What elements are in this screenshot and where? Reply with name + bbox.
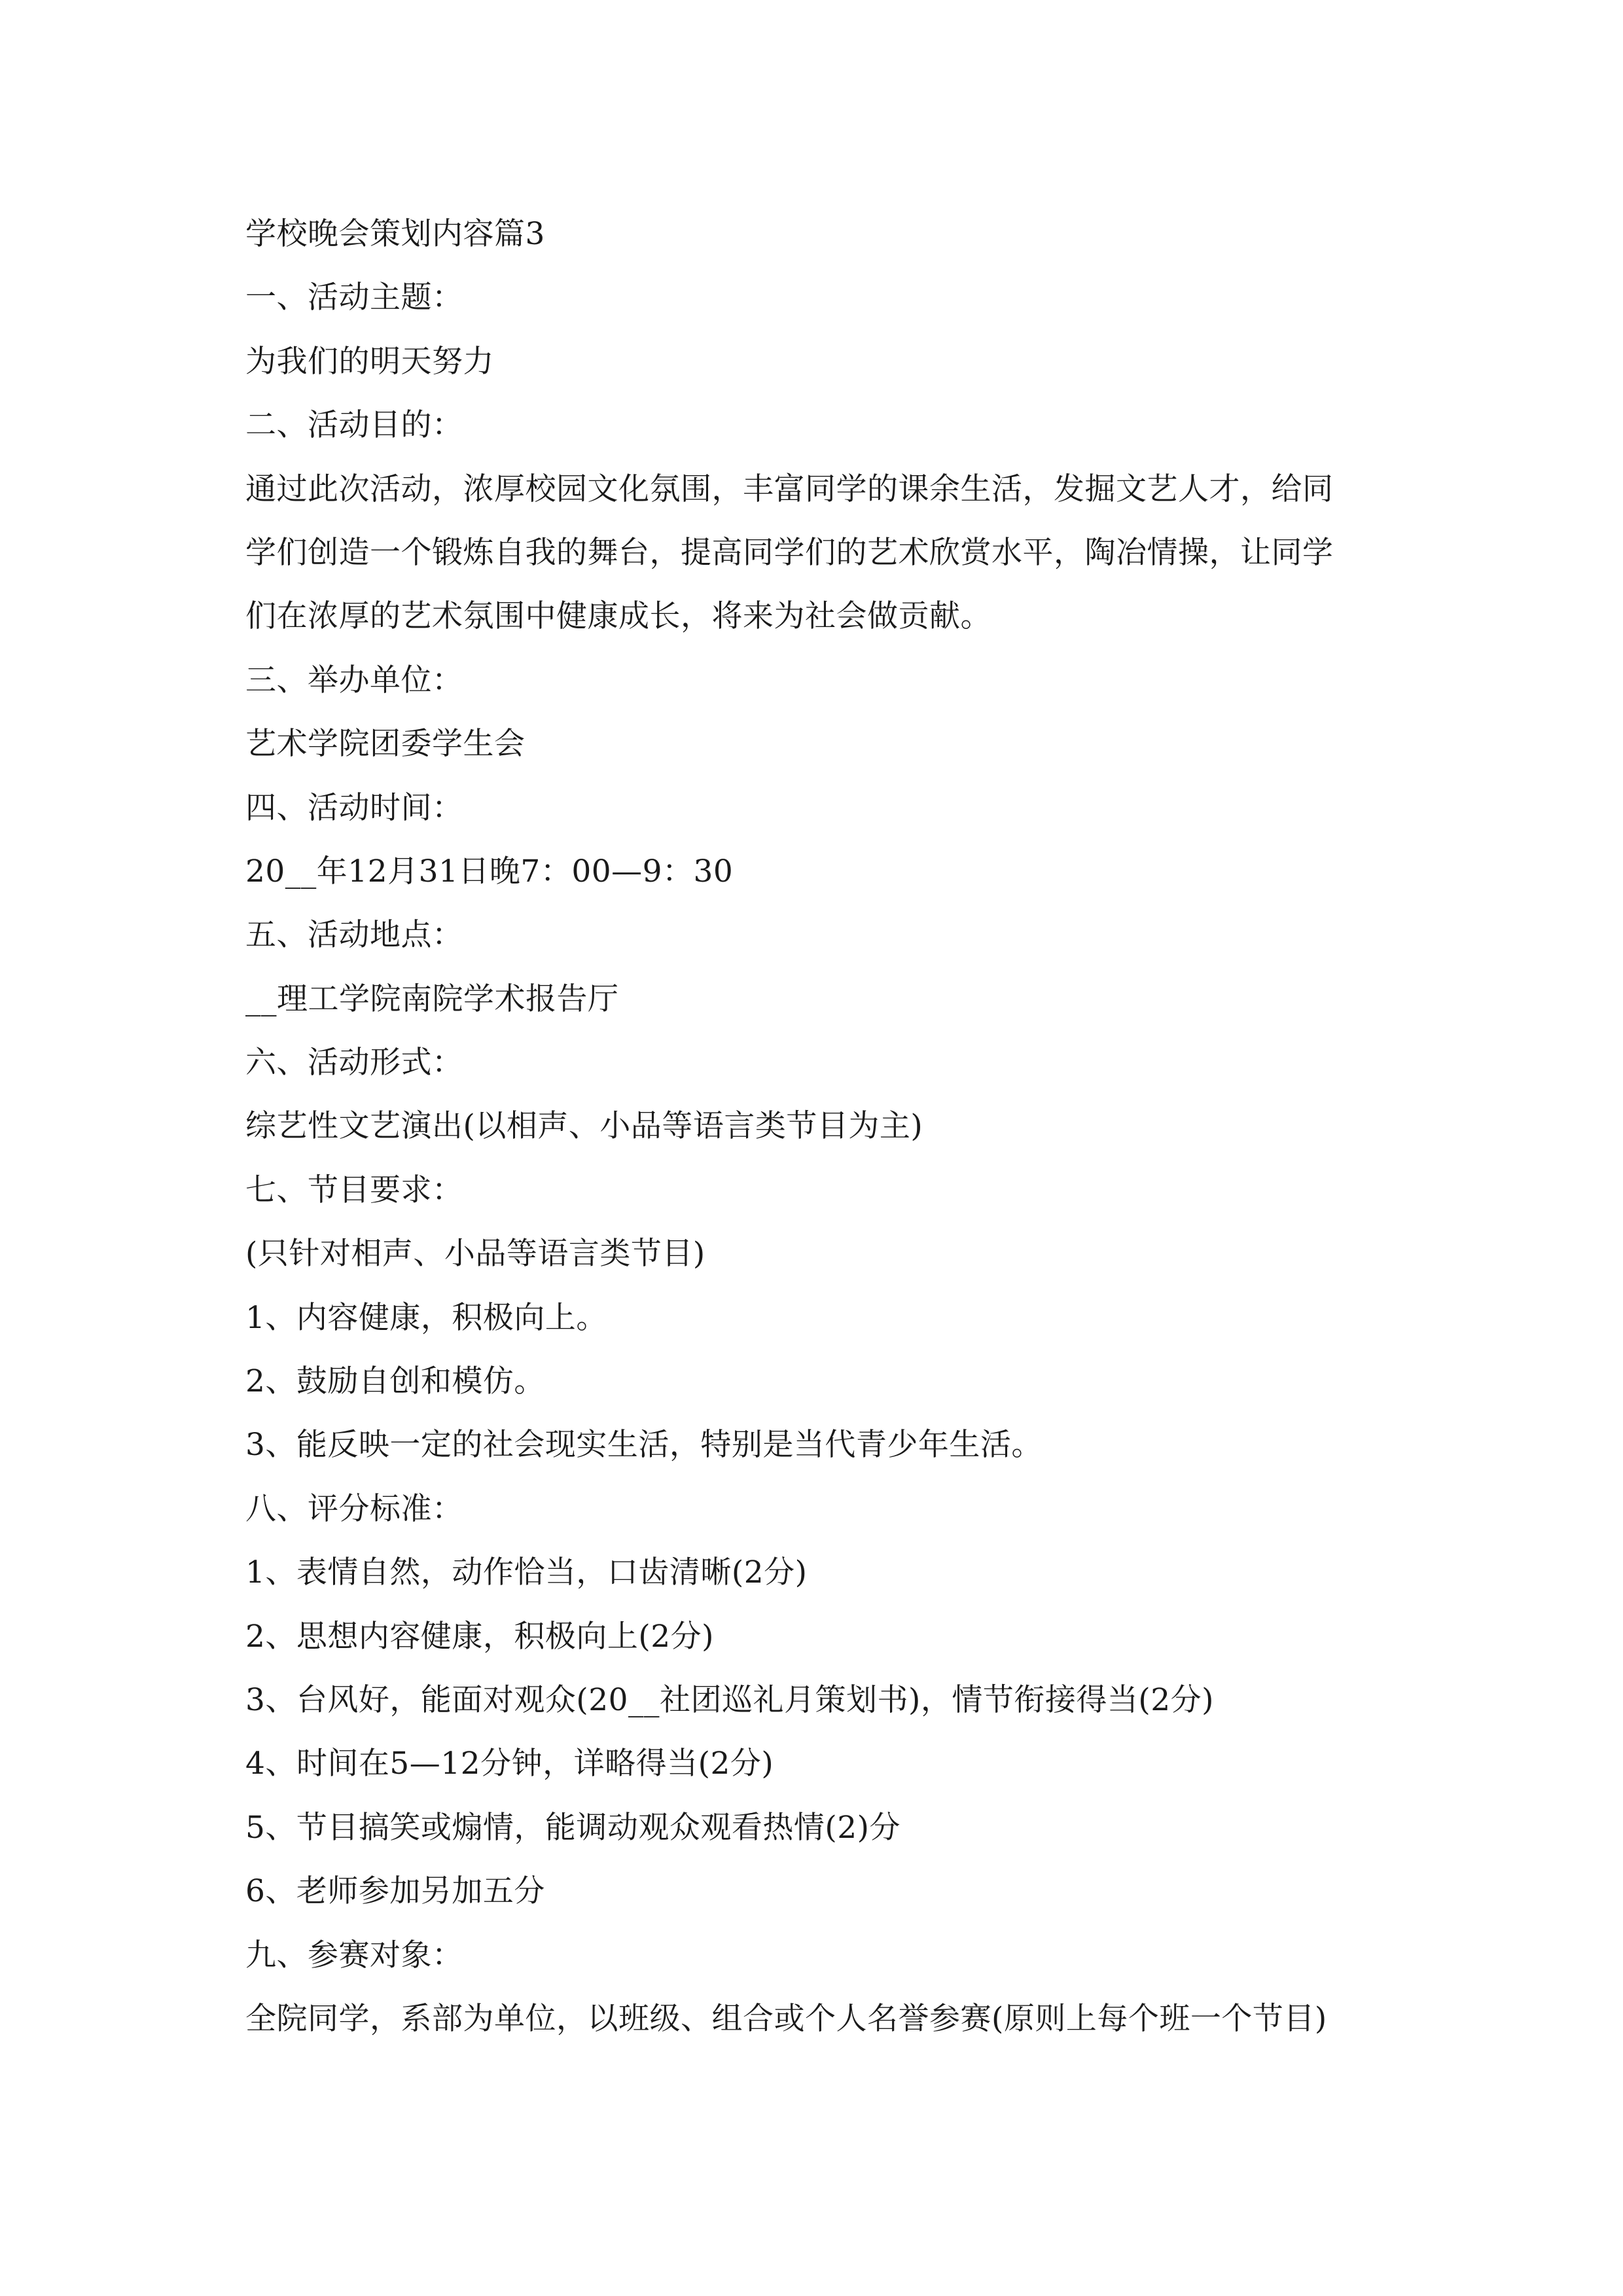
list-item-scoring-4: 4、时间在5—12分钟，详略得当(2分) [245,1746,774,1782]
section-heading-theme: 一、活动主题： [245,279,463,316]
section-heading-scoring: 八、评分标准： [245,1490,463,1527]
paragraph-requirements-note: (只针对相声、小品等语言类节目) [245,1236,705,1272]
section-heading-format: 六、活动形式： [245,1045,463,1081]
list-item-scoring-5: 5、节目搞笑或煽情，能调动观众观看热情(2)分 [245,1809,901,1846]
list-item-scoring-6: 6、老师参加另加五分 [245,1873,545,1910]
section-heading-time: 四、活动时间： [245,789,463,826]
section-heading-requirements: 七、节目要求： [245,1172,463,1208]
paragraph-purpose-line-1: 通过此次活动，浓厚校园文化氛围，丰富同学的课余生活，发掘文艺人才，给同 [245,471,1334,507]
paragraph-format: 综艺性文艺演出(以相声、小品等语言类节目为主) [245,1108,923,1145]
list-item-scoring-2: 2、思想内容健康，积极向上(2分) [245,1618,714,1655]
list-item-requirement-2: 2、鼓励自创和模仿。 [245,1363,545,1400]
document-body [245,211,1417,2059]
section-heading-location: 五、活动地点： [245,917,463,954]
list-item-scoring-3: 3、台风好，能面对观众(20__社团巡礼月策划书)，情节衔接得当(2分) [245,1681,1214,1718]
paragraph-location: __理工学院南院学术报告厅 [245,980,619,1017]
document-title: 学校晚会策划内容篇3 [245,216,545,252]
section-heading-participants: 九、参赛对象： [245,1937,463,1973]
section-heading-purpose: 二、活动目的： [245,407,463,444]
paragraph-participants: 全院同学，系部为单位，以班级、组合或个人名誉参赛(原则上每个班一个节目) [245,2000,1327,2037]
paragraph-purpose-line-3: 们在浓厚的艺术氛围中健康成长，将来为社会做贡献。 [245,598,991,635]
list-item-requirement-1: 1、内容健康，积极向上。 [245,1299,607,1336]
paragraph-theme: 为我们的明天努力 [245,343,494,380]
list-item-requirement-3: 3、能反映一定的社会现实生活，特别是当代青少年生活。 [245,1427,1043,1463]
paragraph-organizer: 艺术学院团委学生会 [245,726,526,762]
paragraph-time: 20__年12月31日晚7：00—9：30 [245,853,734,889]
list-item-scoring-1: 1、表情自然，动作恰当，口齿清晰(2分) [245,1554,808,1591]
paragraph-purpose-line-2: 学们创造一个锻炼自我的舞台，提高同学们的艺术欣赏水平，陶冶情操，让同学 [245,534,1334,571]
section-heading-organizer: 三、举办单位： [245,662,463,698]
